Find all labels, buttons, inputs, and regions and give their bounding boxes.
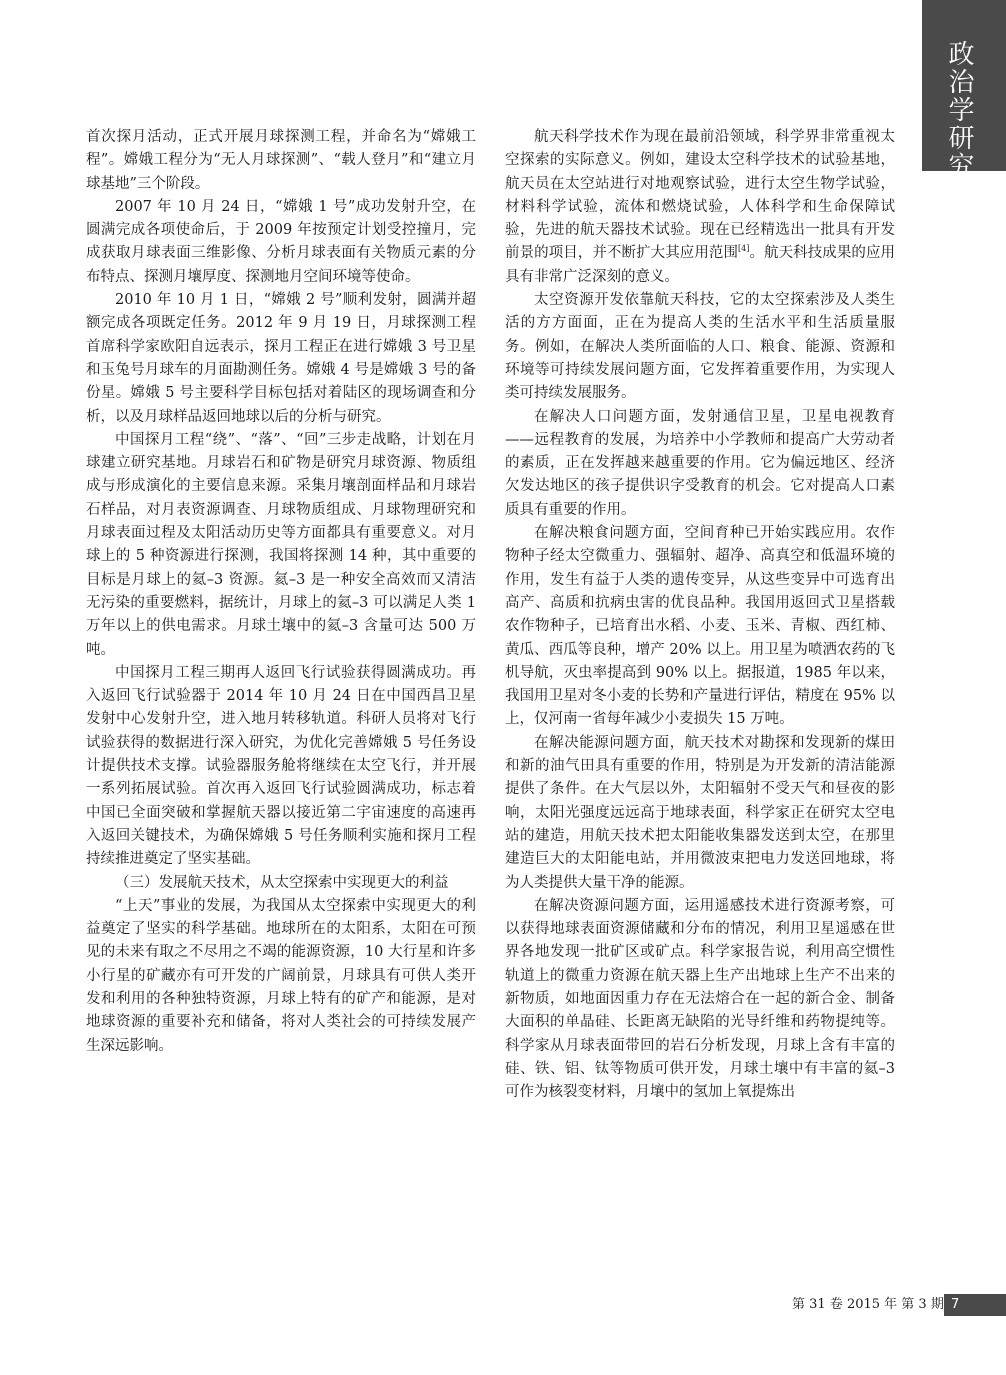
paragraph: 2007 年 10 月 24 日，“嫦娥 1 号”成功发射升空，在圆满完成各项使命后，于 2009 年按预定计划受控撞月，完成获取月球表面三维影像、分析月球表面有关物质元素的分布特点、探测月壤厚度、探测地月空间环境等使命。 (86, 198, 476, 285)
paragraph (505, 126, 895, 289)
paragraph: 太空资源开发依靠航天科技，它的太空探索涉及人类生活的方方面面，正在为提高人类的生活水平和生活质量服务。例如，在解决人类所面临的人口、粮食、能源、资源和环境等可持续发展问题方面，它发挥着重要作用，为实现人类可持续发展服务。 (505, 292, 895, 402)
paragraph: 中国探月工程三期再人返回飞行试验获得圆满成功。再入返回飞行试验器于 2014 年 10 月 24 日在中国西昌卫星发射中心发射升空，进入地月转移轨道。科研人员将对飞行试验获得的数据进行深入研究，为优化完善嫦娥 5 号任务设计提供技术支撑。试验器服务舱将继续在太空飞行，并开展一系列拓展试验。首次再入返回飞行试验圆满成功，标志着中国已全面突破和掌握航天器以接近第二宇宙速度的高速再入返回关键技术，为确保嫦娥 5 号任务顺利实施和探月工程持续推进奠定了坚实基础。 (86, 664, 476, 868)
page-number: 7 (951, 1297, 960, 1312)
paragraph: 在解决粮食问题方面，空间育种已开始实践应用。农作物种子经太空微重力、强辐射、超净、高真空和低温环境的作用，发生有益于人类的遗传变异，从这些变异中可选育出高产、高质和抗病虫害的优良品种。我国用返回式卫星搭载农作物种子，已培育出水稻、小麦、玉米、青椒、西红柿、黄瓜、西瓜等良种，增产 20% 以上。用卫星为喷洒农药的飞机导航，灭虫率提高到 90% 以上。据报道，1985 年以来，我国用卫星对冬小麦的长势和产量进行评估，精度在 95% 以上，仅河南一省每年减少小麦损失 15 万吨。 (505, 525, 895, 728)
paragraph: 在解决人口问题方面，发射通信卫星，卫星电视教育——远程教育的发展，为培养中小学教师和提高广大劳动者的素质，正在发挥越来越重要的作用。它为偏远地区、经济欠发达地区的孩子提供识字受教育的机会。它对提高人口素质具有重要的作用。 (505, 408, 895, 518)
paragraph-text: 航天科学技术作为现在最前沿领域，科学界非常重视太空探索的实际意义。例如，建设太空科学技术的试验基地，航天员在太空站进行对地观察试验，进行太空生物学试验，材料科学试验，流体和燃烧试验，人体科学和生命保障试验，先进的航天器技术试验。现在已经精选出一批具有开发前景的项目，并不断扩大其应用范围 (505, 129, 895, 262)
section-heading: （三）发展航天技术，从太空探索中实现更大的利益 (115, 874, 449, 891)
paragraph: 首次探月活动，正式开展月球探测工程，并命名为“嫦娥工程”。嫦娥工程分为“无人月球探测”、“载人登月”和“建立月球基地”三个阶段。 (86, 129, 476, 192)
issue-info: 第 31 卷 2015 年 第 3 期 (792, 1297, 944, 1312)
paragraph: 2010 年 10 月 1 日，“嫦娥 2 号”顺利发射，圆满并超额完成各项既定任务。2012 年 9 月 19 日，月球探测工程首席科学家欧阳自远表示，探月工程正在进行嫦娥 3 号卫星和玉兔号月球车的月面勘测任务。嫦娥 4 号是嫦娥 3 号的备份星。嫦娥 5 号主要科学目标包括对着陆区的现场调查和分析，以及月球样品返回地球以后的分析与研究。 (86, 292, 476, 425)
section-tag: 政治学研究 (944, 40, 974, 180)
left-column (86, 126, 476, 1058)
paragraph: 在解决资源问题方面，运用遥感技术进行资源考察，可以获得地球表面资源储藏和分布的情况，利用卫星遥感在世界各地发现一批矿区或矿点。科学家报告说，利用高空惯性轨道上的微重力资源在航天器上生产出地球上生产不出来的新物质，如地面因重力存在无法熔合在一起的新合金、制备大面积的单晶硅、长距离无缺陷的光导纤维和药物提纯等。科学家从月球表面带回的岩石分析发现，月球上含有丰富的硅、铁、铝、钛等物质可供开发，月球土壤中有丰富的氦–3 可作为核裂变材料，月壤中的氢加上氧提炼出 (505, 897, 895, 1101)
paragraph: 在解决能源问题方面，航天技术对勘探和发现新的煤田和新的油气田具有重要的作用，特别是为开发新的清洁能源提供了条件。在大气层以外，太阳辐射不受天气和昼夜的影响，太阳光强度远远高于地球表面，科学家正在研究太空电站的建造，用航天技术把太阳能收集器发送到太空，在那里建造巨大的太阳能电站，并用微波束把电力发送回地球，将为人类提供大量干净的能源。 (505, 734, 895, 891)
paragraph: “上天”事业的发展，为我国从太空探索中实现更大的利益奠定了坚实的科学基础。地球所在的太阳系，太阳在可预见的未来有取之不尽用之不竭的能源资源，10 大行星和许多小行星的矿藏亦有可开发的广阔前景，月球具有可供人类开发和利用的各种独特资源，月球上特有的矿产和能源，是对地球资源的重要补充和储备，将对人类社会的可持续发展产生深远影响。 (86, 897, 476, 1054)
reference-marker: [4] (738, 244, 750, 254)
paragraph: 中国探月工程“绕”、“落”、“回”三步走战略，计划在月球建立研究基地。月球岩石和矿物是研究月球资源、物质组成与形成演化的主要信息来源。采集月壤剖面样品和月球岩石样品，对月表资源调查、月球物质组成、月球物理研究和月球表面过程及太阳活动历史等方面都具有重要意义。对月球上的 5 种资源进行探测，我国将探测 14 种，其中重要的目标是月球上的氦–3 资源。氦–3 是一种安全高效而又清洁无污染的重要燃料，据统计，月球上的氦–3 可以满足人类 1 万年以上的供电需求。月球土壤中的氦–3 含量可达 500 万吨。 (86, 431, 476, 658)
paragraph-text: 。航天科技成果的应用具有非常广泛深刻的意义。 (505, 245, 896, 285)
right-column (505, 126, 895, 1104)
